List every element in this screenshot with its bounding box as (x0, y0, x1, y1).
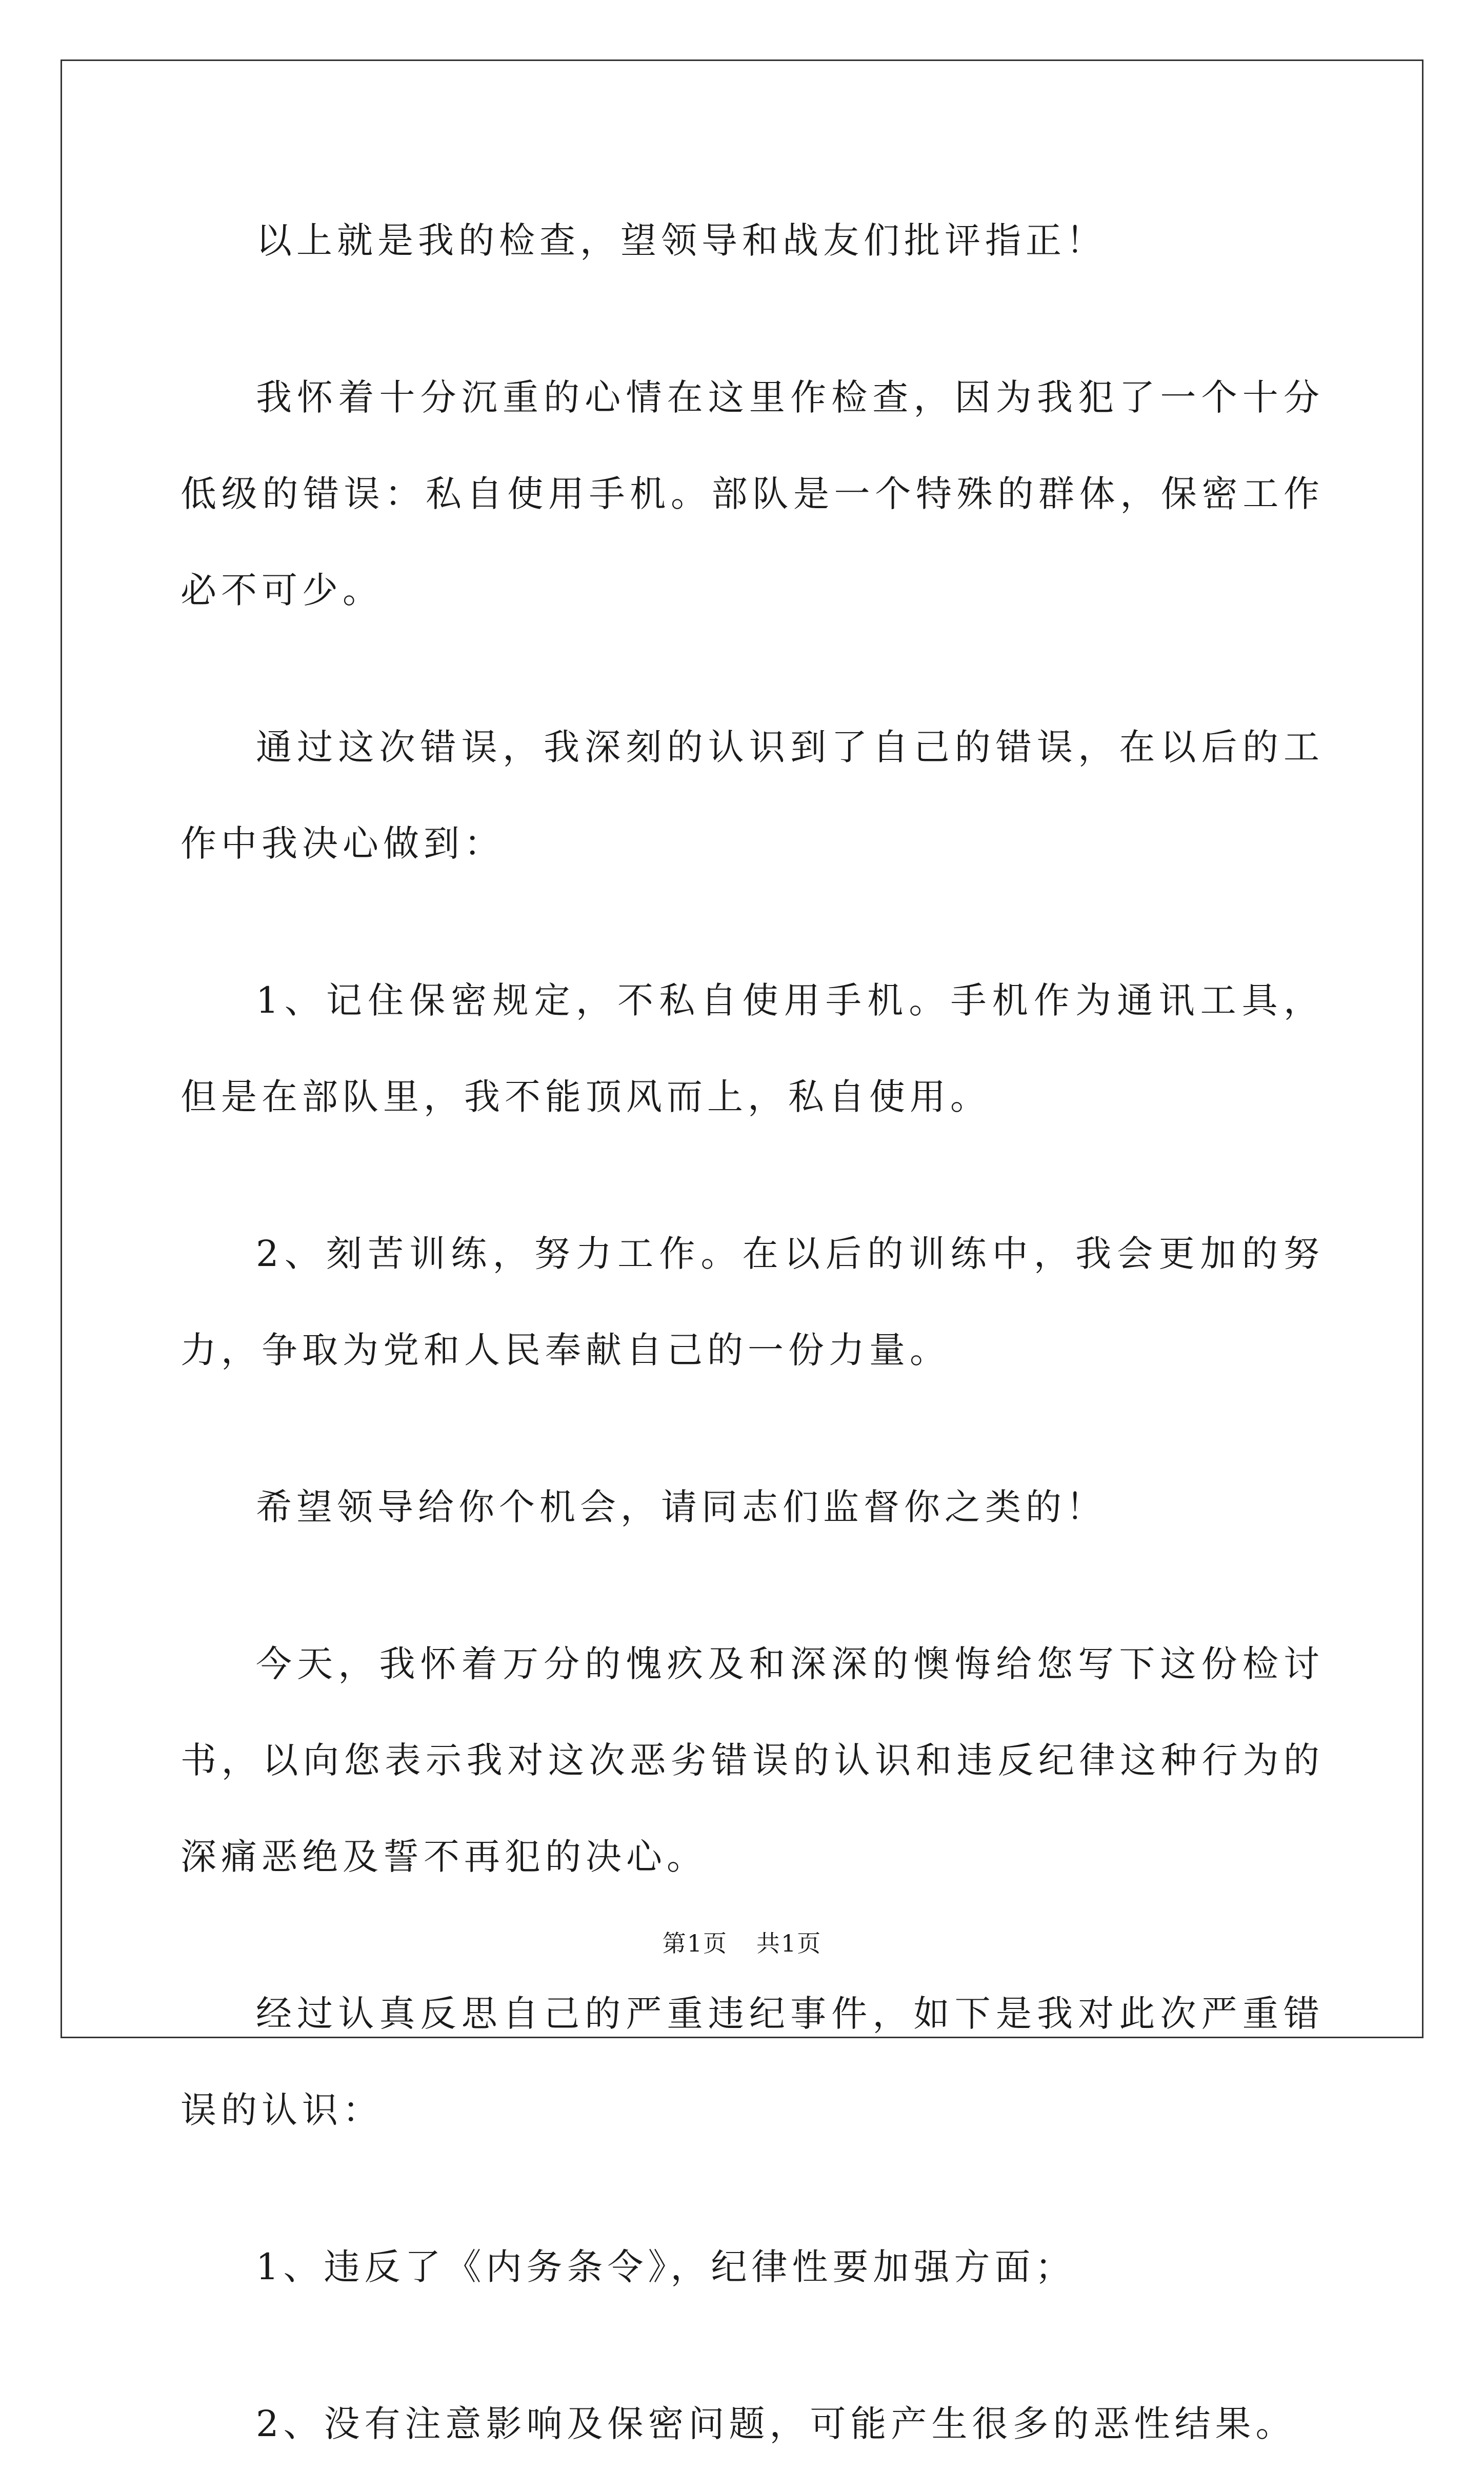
paragraph-5: 2、刻苦训练，努力工作。在以后的训练中，我会更加的努力，争取为党和人民奉献自己的一份力量。 (181, 1233, 1324, 1371)
paragraph-3: 通过这次错误，我深刻的认识到了自己的错误，在以后的工作中我决心做到： (181, 726, 1324, 865)
paragraph-2: 我怀着十分沉重的心情在这里作检查，因为我犯了一个十分低级的错误：私自使用手机。部队是一个特殊的群体，保密工作必不可少。 (181, 376, 1324, 611)
paragraph-6: 希望领导给你个机会，请同志们监督你之类的！ (256, 1486, 1107, 1528)
paragraph-8: 经过认真反思自己的严重违纪事件，如下是我对此次严重错误的认识： (181, 1993, 1324, 2131)
page-footer (0, 1928, 1484, 1959)
page-total: 共1页 (756, 1930, 822, 1957)
paragraph-4: 1、记住保密规定，不私自使用手机。手机作为通讯工具，但是在部队里，我不能顶风而上，私自使用。 (181, 979, 1324, 1118)
paragraph-7: 今天，我怀着万分的愧疚及和深深的懊悔给您写下这份检讨书，以向您表示我对这次恶劣错误的认识和违反纪律这种行为的深痛恶绝及誓不再犯的决心。 (181, 1643, 1324, 1878)
paragraph-1: 以上就是我的检查，望领导和战友们批评指正！ (256, 219, 1107, 262)
document-body (181, 192, 1324, 2472)
page-number: 第1页 (662, 1930, 728, 1957)
paragraph-9: 1、违反了《内务条令》，纪律性要加强方面； (256, 2246, 1076, 2288)
paragraph-10: 2、没有注意影响及保密问题，可能产生很多的恶性结果。 (256, 2403, 1296, 2445)
